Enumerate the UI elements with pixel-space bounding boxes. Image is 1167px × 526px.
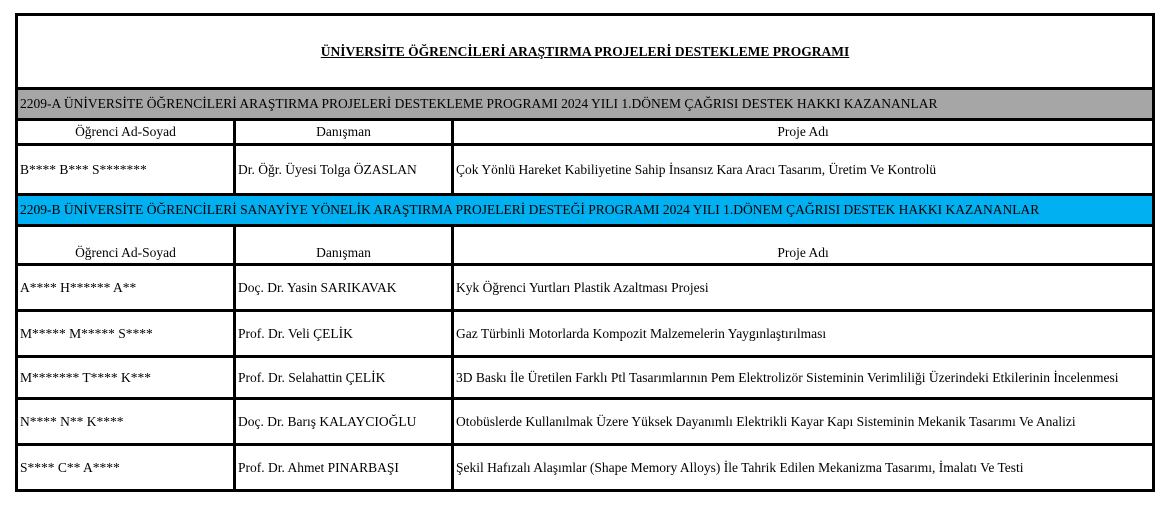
column-header-student: Öğrenci Ad-Soyad — [17, 120, 235, 145]
section-b-header-row — [17, 226, 1154, 265]
student-name: B**** B*** S******* — [17, 145, 235, 195]
table-row — [17, 445, 1154, 491]
advisor-name: Doç. Dr. Yasin SARIKAVAK — [235, 265, 453, 311]
student-name: M***** M***** S**** — [17, 311, 235, 357]
column-header-project: Proje Adı — [453, 120, 1154, 145]
advisor-name: Dr. Öğr. Üyesi Tolga ÖZASLAN — [235, 145, 453, 195]
project-title: Çok Yönlü Hareket Kabiliyetine Sahip İnsansız Kara Aracı Tasarım, Üretim Ve Kontrolü — [453, 145, 1154, 195]
student-name: M******* T**** K*** — [17, 357, 235, 399]
advisor-name: Doç. Dr. Barış KALAYCIOĞLU — [235, 399, 453, 445]
award-table — [15, 13, 1155, 492]
section-b-heading: 2209-B ÜNİVERSİTE ÖĞRENCİLERİ SANAYİYE YÖNELİK ARAŞTIRMA PROJELERİ DESTEĞİ PROGRAMI 2024 YILI 1.DÖNEM ÇAĞRISI DESTEK HAKKI KAZANANLAR — [17, 195, 1154, 226]
project-title: Şekil Hafızalı Alaşımlar (Shape Memory Alloys) İle Tahrik Edilen Mekanizma Tasarımı, İmalatı Ve Testi — [453, 445, 1154, 491]
advisor-name: Prof. Dr. Selahattin ÇELİK — [235, 357, 453, 399]
student-name: A**** H****** A** — [17, 265, 235, 311]
project-title: Kyk Öğrenci Yurtları Plastik Azaltması Projesi — [453, 265, 1154, 311]
table-row — [17, 265, 1154, 311]
student-name: N**** N** K**** — [17, 399, 235, 445]
section-a-header-row — [17, 120, 1154, 145]
table-row — [17, 399, 1154, 445]
table-row — [17, 311, 1154, 357]
section-a-heading: 2209-A ÜNİVERSİTE ÖĞRENCİLERİ ARAŞTIRMA PROJELERİ DESTEKLEME PROGRAMI 2024 YILI 1.DÖNEM ÇAĞRISI DESTEK HAKKI KAZANANLAR — [17, 89, 1154, 120]
document-title: ÜNİVERSİTE ÖĞRENCİLERİ ARAŞTIRMA PROJELERİ DESTEKLEME PROGRAMI — [17, 15, 1154, 89]
column-header-project: Proje Adı — [453, 226, 1154, 265]
project-title: 3D Baskı İle Üretilen Farklı Ptl Tasarımlarının Pem Elektrolizör Sisteminin Verimliliği Üzerindeki Etkilerinin İncelenmesi — [453, 357, 1154, 399]
column-header-advisor: Danışman — [235, 226, 453, 265]
column-header-advisor: Danışman — [235, 120, 453, 145]
table-row — [17, 145, 1154, 195]
project-title: Otobüslerde Kullanılmak Üzere Yüksek Dayanımlı Elektrikli Kayar Kapı Sisteminin Mekanik Tasarımı Ve Analizi — [453, 399, 1154, 445]
project-title: Gaz Türbinli Motorlarda Kompozit Malzemelerin Yaygınlaştırılması — [453, 311, 1154, 357]
table-row — [17, 357, 1154, 399]
advisor-name: Prof. Dr. Veli ÇELİK — [235, 311, 453, 357]
advisor-name: Prof. Dr. Ahmet PINARBAŞI — [235, 445, 453, 491]
column-header-student: Öğrenci Ad-Soyad — [17, 226, 235, 265]
student-name: S**** C** A**** — [17, 445, 235, 491]
